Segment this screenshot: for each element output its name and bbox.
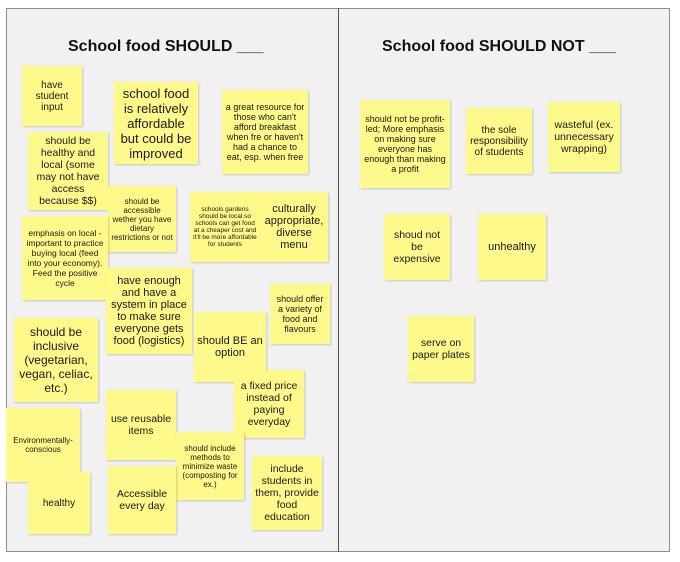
sticky-note[interactable]: have enough and have a system in place to make sure everyone gets food (logistics) — [106, 268, 192, 354]
sticky-note[interactable]: include students in them, provide food education — [252, 456, 322, 530]
sticky-note[interactable]: a great resource for those who can't afford breakfast when fre or haven't had a chance to eat, esp. when free — [222, 90, 308, 174]
sticky-note[interactable]: should be inclusive (vegetarian, vegan, celiac, etc.) — [14, 318, 98, 402]
sticky-note[interactable]: Environmentally-conscious — [6, 408, 80, 482]
column-divider — [338, 8, 339, 552]
sticky-note[interactable]: have student input — [22, 66, 82, 126]
sticky-note[interactable]: should not be profit-led; More emphasis on making sure everyone has enough than making a profit — [360, 100, 450, 188]
sticky-note[interactable]: serve on paper plates — [408, 316, 474, 382]
sticky-note[interactable]: unhealthy — [478, 214, 546, 280]
should-not-column-title: School food SHOULD NOT ___ — [382, 38, 616, 55]
sticky-note[interactable]: Accessible every day — [108, 466, 176, 534]
sticky-note[interactable]: should include methods to minimize waste (composting for ex.) — [176, 432, 244, 500]
should-column-title: School food SHOULD ___ — [68, 38, 264, 55]
sticky-note[interactable]: should be healthy and local (some may not have access because $$) — [28, 132, 108, 210]
sticky-note[interactable]: should offer a variety of food and flavours — [270, 284, 330, 344]
sticky-note[interactable]: a fixed price instead of paying everyday — [234, 370, 304, 438]
sticky-note[interactable]: the sole responsibility of students — [466, 108, 532, 174]
sticky-note[interactable]: school food is relatively affordable but could be improved — [114, 82, 198, 164]
sticky-note[interactable]: should be accessible wether you have dietary restrictions or not — [108, 186, 176, 252]
sticky-note[interactable]: use reusable items — [106, 390, 176, 460]
sticky-note[interactable]: wasteful (ex. unnecessary wrapping) — [548, 102, 620, 172]
sticky-note[interactable]: schools gardens should be local so schools can get food at a cheaper cost and it'll be more affordable for students — [190, 192, 260, 262]
sticky-note[interactable]: should BE an option — [194, 312, 266, 382]
sticky-note[interactable]: healthy — [28, 472, 90, 534]
sticky-note[interactable]: emphasis on local - important to practice buying local (feed into your economy). Feed the positive cycle — [22, 216, 108, 300]
sticky-note[interactable]: culturally appropriate, diverse menu — [260, 192, 328, 262]
sticky-note[interactable]: shoud not be expensive — [384, 214, 450, 280]
